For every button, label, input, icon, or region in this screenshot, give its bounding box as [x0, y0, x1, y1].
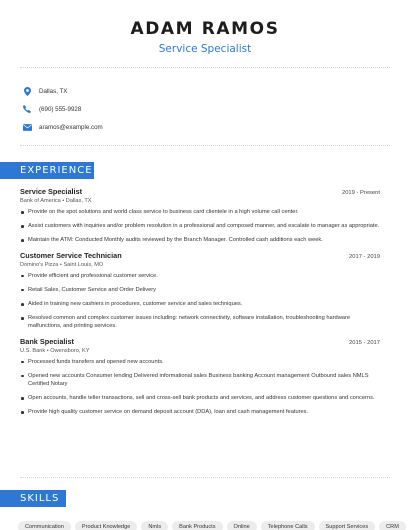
experience-heading	[0, 162, 94, 179]
envelope-icon	[22, 122, 32, 132]
contact-divider	[20, 145, 390, 146]
candidate-title: Service Specialist	[158, 43, 252, 55]
job-company: Bank of America • Dallas, TX	[20, 198, 92, 204]
skills-list	[18, 521, 406, 530]
skill-chip: Online	[227, 521, 257, 530]
job-bullets	[20, 358, 380, 417]
job-bullet: Resolved common and complex customer issues including: network connectivity, software installation, troubleshooting hardware malfunctions, and printing services.	[20, 314, 380, 330]
job-bullet: Aided in training new cashiers in procedures, customer service and sales techniques.	[20, 300, 380, 308]
job-bullet: Processed funds transfers and opened new accounts.	[20, 358, 380, 366]
phone-text: (690) 555-9928	[39, 105, 82, 113]
resume-header	[0, 0, 410, 56]
skill-chip: Nmls	[141, 521, 168, 530]
job-dates: 2017 - 2019	[349, 253, 380, 260]
job-entry	[20, 251, 380, 331]
job-header	[20, 337, 380, 346]
job-bullet: Provide on the spot solutions and world class service to business card clientele in a high volume call center.	[20, 208, 380, 216]
job-dates: 2015 - 2017	[349, 339, 380, 346]
header-divider	[20, 67, 390, 68]
job-bullet: Opened new accounts Consumer lending Delivered informational sales Business banking Account management Outbound sales NMLS Certified Notary	[20, 372, 380, 388]
job-title: Customer Service Technician	[20, 250, 122, 260]
skill-chip: Support Services	[319, 521, 376, 530]
experience-list	[20, 187, 380, 423]
job-bullet: Assist customers with inquiries and/or problem resolution in a professional and composed manner, and escalate to manager as appropriate.	[20, 222, 380, 230]
job-bullet: Provide high quality customer service on demand deposit account (DDA), loan and cash management features.	[20, 408, 380, 416]
skills-heading	[0, 490, 66, 507]
skills-heading-text: SKILLS	[20, 493, 60, 504]
skill-chip: Product Knowledge	[75, 521, 138, 530]
job-title: Service Specialist	[20, 187, 83, 196]
job-header	[20, 187, 380, 196]
skill-chip: CRM	[379, 521, 406, 530]
contact-list	[22, 82, 103, 136]
location-text: Dallas, TX	[39, 87, 68, 95]
job-bullets	[20, 272, 380, 331]
job-entry	[20, 187, 380, 245]
job-title: Bank Specialist	[20, 336, 74, 346]
job-bullet: Open accounts, handle teller transactions, sell and cross-sell bank products and services, and address customer questions and concerns.	[20, 394, 380, 402]
job-company: U.S. Bank • Owensboro, KY	[20, 347, 90, 354]
skill-chip: Bank Products	[172, 521, 222, 530]
experience-divider	[20, 477, 390, 478]
job-header	[20, 251, 380, 260]
contact-location	[22, 82, 103, 100]
job-company: Domino's Pizza • Saint Louis, MO	[20, 261, 104, 268]
job-entry	[20, 337, 380, 417]
contact-phone	[22, 100, 103, 118]
contact-email	[22, 118, 103, 136]
email-text: aramos@example.com	[39, 123, 103, 131]
skill-chip: Communication	[18, 521, 71, 530]
phone-icon	[22, 104, 32, 114]
candidate-name: ADAM RAMOS	[130, 19, 280, 39]
job-dates: 2019 - Present	[341, 190, 380, 196]
job-bullets	[20, 208, 380, 245]
job-bullet: Provide efficient and professional customer service.	[20, 272, 380, 280]
experience-heading-text: EXPERIENCE	[20, 165, 93, 176]
map-pin-icon	[22, 86, 32, 96]
skill-chip: Telephone Calls	[261, 521, 315, 530]
job-bullet: Retail Sales, Customer Service and Order Delivery	[20, 286, 380, 294]
job-bullet: Maintain the ATM: Conducted Monthly audits reviewed by the Branch Manager. Controlled cash additions each week.	[20, 236, 380, 244]
